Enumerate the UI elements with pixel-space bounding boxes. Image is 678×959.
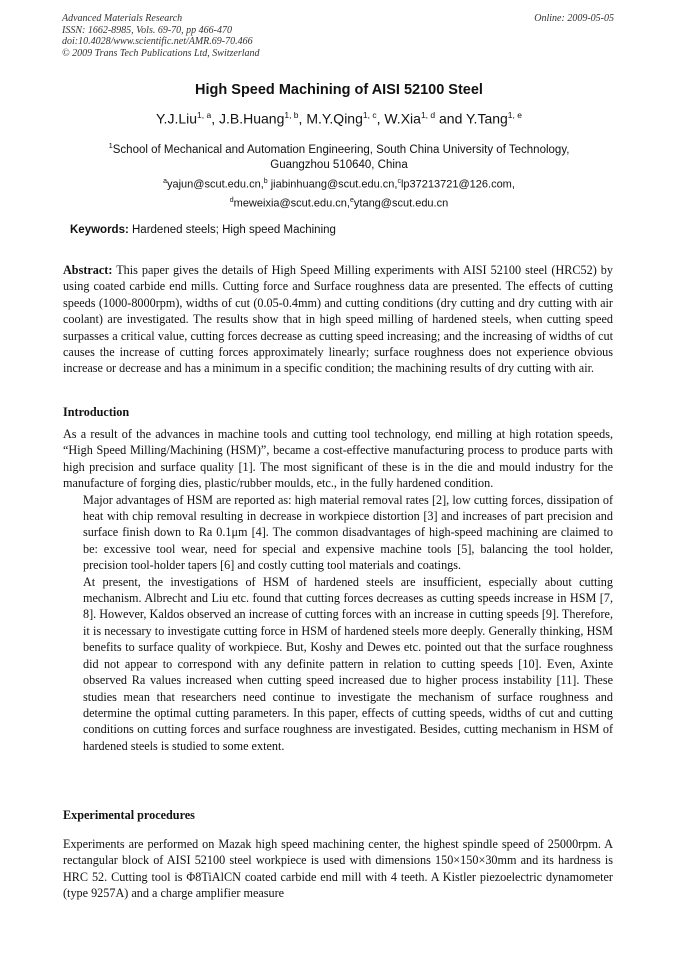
author-name: Y.Tang: [466, 110, 508, 127]
paper-title: High Speed Machining of AISI 52100 Steel: [195, 82, 483, 98]
author-sep: and: [435, 110, 467, 127]
intro-paragraph-1: As a result of the advances in machine tools and cutting tool technology, end milling at high rotation speeds, “High Speed Milling/Machining (HSM)”, became a cost-effective manufacturing process to produce parts with high precision and surface quality [1]. The most significant of these is in the die and mould industry for the manufacture of forging dies, plastic/rubber moulds, etc., in the fully hardened condition.: [63, 427, 613, 491]
intro-paragraph-2: Major advantages of HSM are reported as: high material removal rates [2], low cutting forces, dissipation of heat with chip removal resulting in decrease in workpiece distortion [3] and increases of part precision and surface finish down to Ra 0.1μm [4]. The common disadvantages of high-speed machining are claimed to be: excessive tool wear, need for special and expensive machine tools [5], balancing the tool holder, precision tool-holder tapers [6] and costly cutting tool materials and coatings.: [83, 492, 613, 573]
email-link[interactable]: ytang@scut.edu.cn: [353, 197, 449, 210]
journal-header: [62, 13, 260, 59]
keywords-label: Keywords:: [70, 224, 129, 236]
copyright-line: © 2009 Trans Tech Publications Ltd, Switzerland: [62, 47, 260, 59]
email-link[interactable]: jiabinhuang@scut.edu.cn,: [267, 178, 398, 191]
author-sep: ,: [376, 110, 385, 127]
affiliation: [70, 138, 608, 173]
author-name: J.B.Huang: [218, 110, 285, 127]
email-sup: b: [263, 178, 268, 185]
experimental-paragraph-1: Experiments are performed on Mazak high speed machining center, the highest spindle speed of 25000rpm. A rectangular block of AISI 52100 steel workpiece is used with dimensions 150×150×30mm and its hardness is HRC 52. Cutting tool is Φ8TiAlCN coated carbide end mill with 4 teeth. A Kistler piezoelectric dynamometer (type 9257A) and a charge amplifier measure: [63, 837, 613, 901]
email-link[interactable]: yajun@scut.edu.cn,: [166, 178, 264, 191]
author-sup: 1, d: [420, 110, 436, 120]
journal-name: Advanced Materials Research: [62, 13, 183, 24]
keywords-text: Hardened steels; High speed Machining: [128, 224, 336, 236]
email-link[interactable]: lp37213721@126.com,: [400, 178, 515, 191]
author-name: Y.J.Liu: [156, 110, 198, 127]
author-list: [0, 110, 678, 127]
affiliation-sup: 1: [108, 141, 113, 150]
affiliation-line2: Guangzhou 510640, China: [270, 158, 408, 171]
intro-paragraph-3: At present, the investigations of HSM of hardened steels are insufficient, especially about cutting mechanism. Albrecht and Liu etc. found that cutting forces decreases as cutting speeds increase in HSM [7, 8]. However, Kaldos observed an increase of cutting forces with an increase in cutting speeds [9]. Therefore, it is necessary to investigate cutting force in HSM of hardened steels more deeply. Generally thinking, HSM benefits to surface quality of workpiece. But, Koshy and Dewes etc. pointed out that the surface roughness did not appear to correspond with any definite pattern in relation to cutting speeds [10]. Even, Axinte observed Ra values increased when cutting speed increased due to higher process instability [11]. These studies mean that researchers need continue to investigate the mechanism of surface roughness and determine the optimal cutting parameters. In this paper, effects of cutting speeds, widths of cut and cutting conditions on cutting forces and surface roughness are investigated. Besides, cutting mechanism in HSM of hardened steels is studied to some extent.: [83, 574, 613, 753]
author-sup: 1, c: [362, 110, 377, 120]
email-sup: a: [163, 178, 167, 185]
email-sup: d: [229, 196, 234, 204]
doi-line: doi:10.4028/www.scientific.net/AMR.69-70.466: [62, 36, 253, 47]
affiliation-line1: School of Mechanical and Automation Engineering, South China University of Technology,: [112, 143, 570, 156]
author-sep: ,: [211, 110, 219, 127]
author-sup: 1, a: [197, 110, 212, 120]
email-sup: c: [397, 178, 401, 185]
author-name: W.Xia: [384, 110, 421, 127]
online-date: Online: 2009-05-05: [534, 13, 614, 24]
section-heading-introduction: Introduction: [63, 405, 130, 419]
abstract-paragraph: [63, 262, 613, 377]
keywords: [70, 224, 336, 236]
author-sup: 1, b: [284, 110, 299, 120]
section-heading-experimental: Experimental procedures: [63, 808, 195, 822]
abstract-text: This paper gives the details of High Speed Milling experiments with AISI 52100 steel (HRC52) by using coated carbide end mills. Cutting force and Surface roughness data are presented. The effects of cutting speeds (1000-8000rpm), widths of cut (0.05-0.4mm) and cutting conditions (dry cutting and dry cutting with air coolant) are investigated. The results show that in high speed milling of hardened steels, when cutting speed surpasses a critical value, cutting forces decrease as cutting speed increasing; and the increasing of widths of cut causes the increase of cutting forces approximately linearly; surface roughness does not experience obvious increase or decrease and has a minimum in a specific condition; the machining results of dry cutting with air.: [63, 263, 613, 376]
author-sup: 1, e: [507, 110, 522, 120]
abstract-label: Abstract:: [63, 263, 113, 277]
email-sup: e: [349, 196, 354, 204]
email-link[interactable]: meweixia@scut.edu.cn,: [233, 197, 350, 210]
introduction-body: [63, 426, 613, 754]
issn-line: ISSN: 1662-8985, Vols. 69-70, pp 466-470: [62, 24, 232, 36]
author-sep: ,: [298, 110, 307, 127]
author-name: M.Y.Qing: [306, 110, 363, 127]
author-emails: [60, 174, 618, 211]
